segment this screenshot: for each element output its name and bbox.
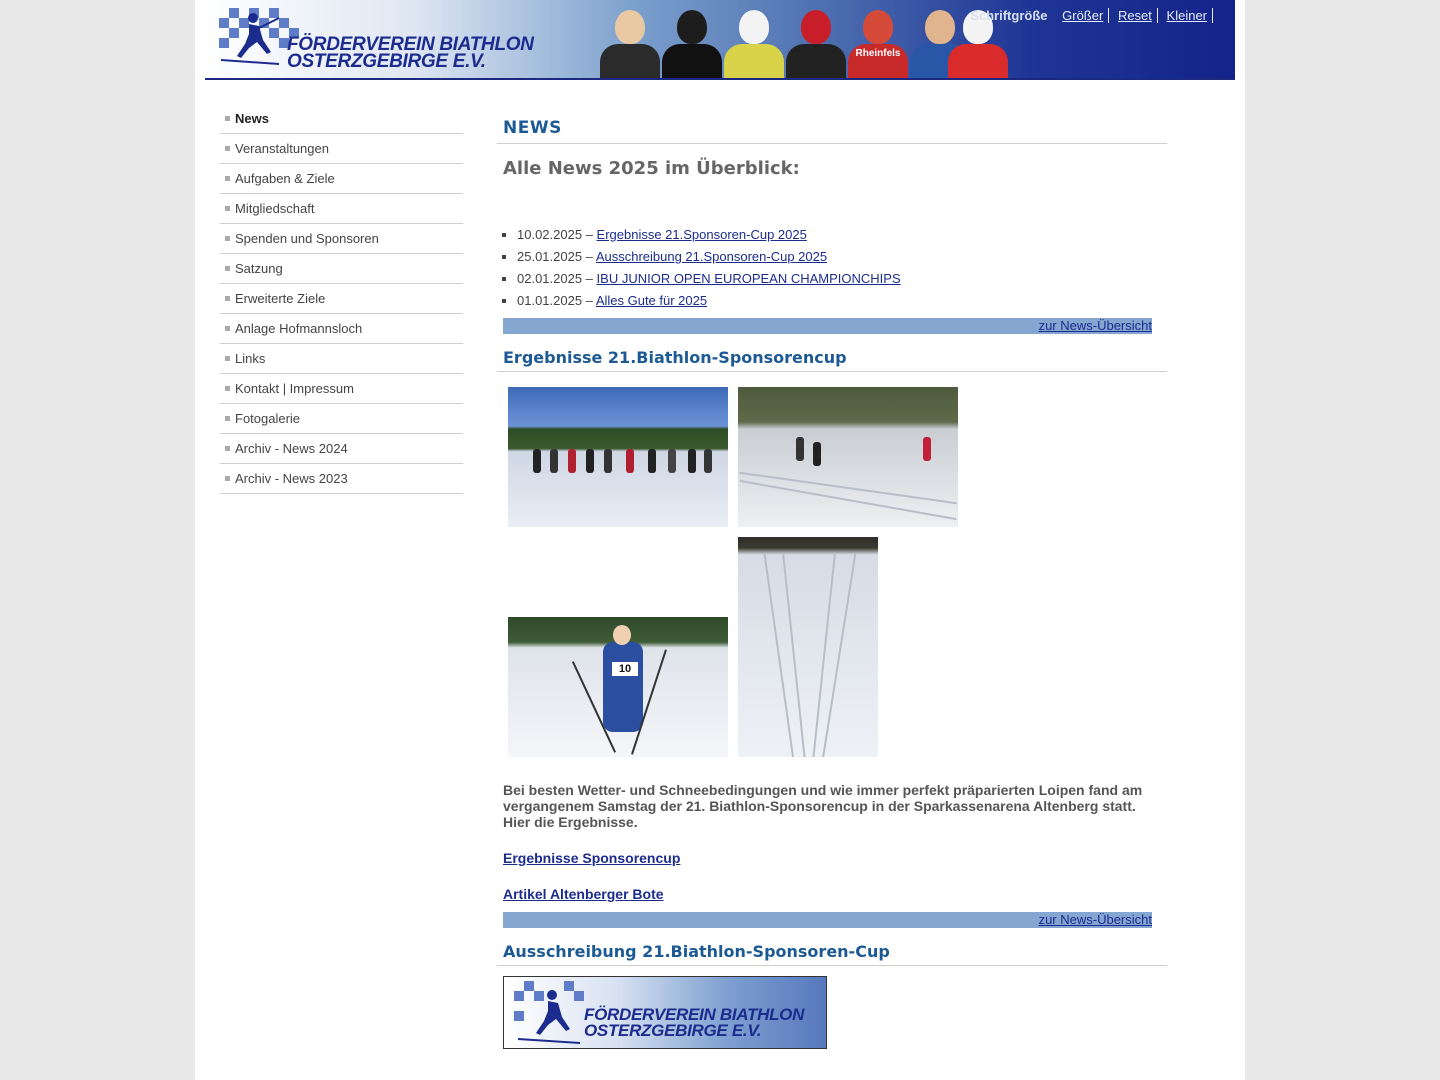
photo-skiers-racing[interactable] [738,387,958,527]
nav-item-links[interactable]: Links [220,344,463,374]
list-item [517,268,1167,290]
news-overview-link[interactable]: zur News-Übersicht [1038,318,1152,333]
news-date: 02.01.2025 – [517,271,593,286]
news-link[interactable]: Alles Gute für 2025 [595,293,708,308]
results-link[interactable]: Ergebnisse Sponsorencup [503,850,681,866]
news-link[interactable]: Ergebnisse 21.Sponsoren-Cup 2025 [596,227,807,242]
nav-item-erweiterte-ziele[interactable]: Erweiterte Ziele [220,284,463,314]
nav-item-archiv-2023[interactable]: Archiv - News 2023 [220,464,463,494]
biathlete-logo-icon [219,8,289,68]
news-list [497,224,1167,312]
site-logo-text[interactable] [287,36,534,70]
list-item [517,290,1167,312]
main-navigation [220,104,463,494]
nav-item-anlage-hofmannsloch[interactable]: Anlage Hofmannsloch [220,314,463,344]
club-logo-text [584,1007,804,1039]
page [195,0,1245,1080]
nav-item-kontakt-impressum[interactable]: Kontakt | Impressum [220,374,463,404]
news-link[interactable]: Ausschreibung 21.Sponsoren-Cup 2025 [595,249,828,264]
photo-ski-tracks[interactable] [738,537,878,757]
nav-item-satzung[interactable]: Satzung [220,254,463,284]
font-smaller-link[interactable]: Kleiner [1162,8,1213,23]
logo-line1: FÖRDERVEREIN BIATHLON [584,1005,805,1024]
list-item [517,224,1167,246]
logo-line2: OSTERZGEBIRGE E.V. [584,1021,762,1040]
nav-item-veranstaltungen[interactable]: Veranstaltungen [220,134,463,164]
news-link[interactable]: IBU JUNIOR OPEN EUROPEAN CHAMPIONCHIPS [596,271,901,286]
athlete-figure [786,10,846,78]
nav-item-mitgliedschaft[interactable]: Mitgliedschaft [220,194,463,224]
article-text: Bei besten Wetter- und Schneebedingungen und wie immer perfekt präparierten Loipen fand am vergangenem Samstag der 21. Biathlon-Sponsorencup in der Sparkassenarena Altenberg statt. Hier die Ergebnisse. [503,782,1143,830]
bib-number: 10 [612,662,638,676]
biathlete-logo-icon [514,981,594,1046]
news-date: 01.01.2025 – [517,293,593,308]
nav-item-news[interactable]: News [220,104,463,134]
article-link[interactable]: Artikel Altenberger Bote [503,886,664,902]
page-title: NEWS [497,108,1167,144]
photo-gallery [497,372,1167,757]
overview-bar [503,912,1152,928]
club-logo-image[interactable] [503,976,827,1049]
article-title: Ergebnisse 21.Biathlon-Sponsorencup [497,334,1167,372]
main-content [497,108,1167,1049]
nav-item-archiv-2024[interactable]: Archiv - News 2024 [220,434,463,464]
overview-heading: Alle News 2025 im Überblick: [503,158,800,179]
news-overview-link[interactable]: zur News-Übersicht [1038,912,1152,927]
athlete-figure [848,10,908,78]
news-date: 25.01.2025 – [517,249,593,264]
site-header [205,0,1235,80]
athlete-shirt-text: Rheinfels [848,44,908,78]
news-date: 10.02.2025 – [517,227,593,242]
font-bigger-link[interactable]: Größer [1057,8,1109,23]
athlete-figure [662,10,722,78]
font-size-controls [970,8,1213,23]
athlete-figure [600,10,660,78]
photo-group-on-snow[interactable] [508,387,728,527]
nav-item-fotogalerie[interactable]: Fotogalerie [220,404,463,434]
list-item [517,246,1167,268]
nav-item-aufgaben-ziele[interactable]: Aufgaben & Ziele [220,164,463,194]
athlete-figure [724,10,784,78]
logo-line1: FÖRDERVEREIN BIATHLON [287,34,534,55]
font-size-label: Schriftgröße [970,8,1048,23]
font-reset-link[interactable]: Reset [1113,8,1158,23]
article-title: Ausschreibung 21.Biathlon-Sponsoren-Cup [497,928,1167,966]
logo-line2: OSTERZGEBIRGE E.V. [287,51,486,72]
overview-bar [503,318,1152,334]
photo-skier-closeup[interactable] [508,617,728,757]
header-athletes-banner [600,0,1005,78]
nav-item-spenden-sponsoren[interactable]: Spenden und Sponsoren [220,224,463,254]
